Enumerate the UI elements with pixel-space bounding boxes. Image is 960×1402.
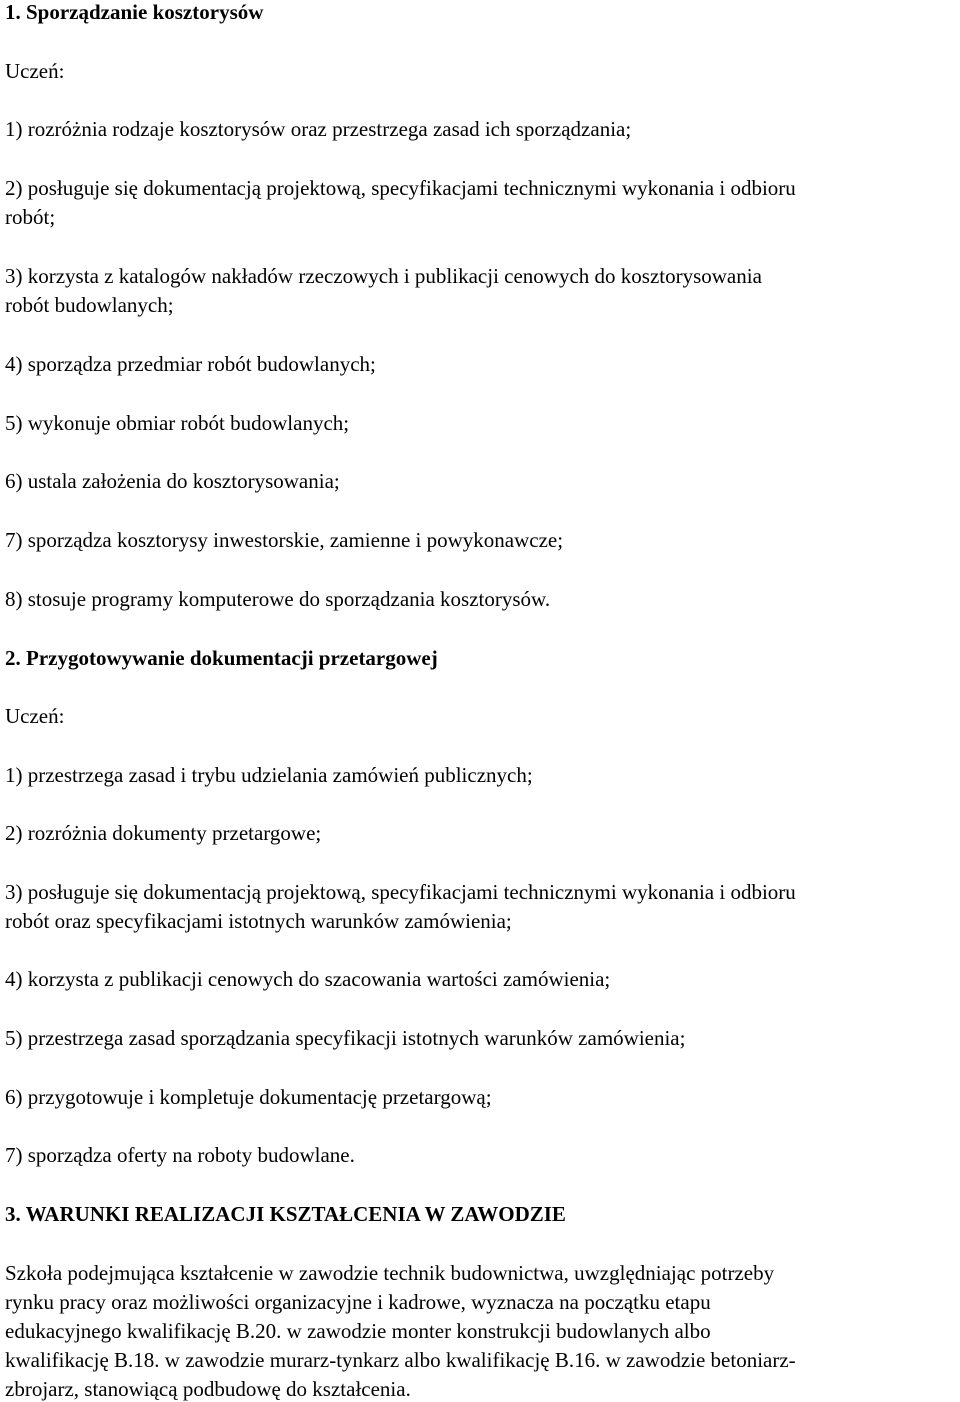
section-1-item-3: 3) korzysta z katalogów nakładów rzeczowych i publikacji cenowych do kosztorysowania: [5, 264, 762, 288]
section-3-paragraph-line-1: Szkoła podejmująca kształcenie w zawodzie technik budownictwa, uwzględniając potrzeby: [5, 1261, 775, 1285]
section-1-heading: 1. Sporządzanie kosztorysów: [5, 0, 264, 24]
section-3-paragraph-line-4: kwalifikację B.18. w zawodzie murarz-tynkarz albo kwalifikację B.16. w zawodzie betoniarz-: [5, 1348, 796, 1372]
section-1-item-4: 4) sporządza przedmiar robót budowlanych;: [5, 352, 376, 376]
section-1-intro: Uczeń:: [5, 59, 65, 83]
section-2-heading: 2. Przygotowywanie dokumentacji przetargowej: [5, 646, 438, 670]
section-3-paragraph-line-3: edukacyjnego kwalifikację B.20. w zawodzie monter konstrukcji budowlanych albo: [5, 1319, 711, 1343]
section-2-item-3-cont: robót oraz specyfikacjami istotnych warunków zamówienia;: [5, 909, 512, 933]
section-1-item-8: 8) stosuje programy komputerowe do sporządzania kosztorysów.: [5, 587, 551, 611]
section-3-heading: 3. WARUNKI REALIZACJI KSZTAŁCENIA W ZAWODZIE: [5, 1202, 566, 1226]
section-3-paragraph-line-5: zbrojarz, stanowiącą podbudowę do kształcenia.: [5, 1377, 411, 1401]
section-2-item-1: 1) przestrzega zasad i trybu udzielania zamówień publicznych;: [5, 763, 533, 787]
section-1-item-2: 2) posługuje się dokumentacją projektową, specyfikacjami technicznymi wykonania i odbioru: [5, 176, 796, 200]
section-2-item-6: 6) przygotowuje i kompletuje dokumentację przetargową;: [5, 1085, 492, 1109]
section-1-item-3-cont: robót budowlanych;: [5, 293, 174, 317]
section-2-item-5: 5) przestrzega zasad sporządzania specyfikacji istotnych warunków zamówienia;: [5, 1026, 686, 1050]
section-2-item-4: 4) korzysta z publikacji cenowych do szacowania wartości zamówienia;: [5, 967, 611, 991]
section-2-item-3: 3) posługuje się dokumentacją projektową, specyfikacjami technicznymi wykonania i odbioru: [5, 880, 796, 904]
section-1-item-2-cont: robót;: [5, 205, 56, 229]
section-3-paragraph-line-2: rynku pracy oraz możliwości organizacyjne i kadrowe, wyznacza na początku etapu: [5, 1290, 711, 1314]
section-2-item-7: 7) sporządza oferty na roboty budowlane.: [5, 1143, 355, 1167]
section-1-item-6: 6) ustala założenia do kosztorysowania;: [5, 469, 340, 493]
section-1-item-5: 5) wykonuje obmiar robót budowlanych;: [5, 411, 350, 435]
section-2-intro: Uczeń:: [5, 704, 65, 728]
section-1-item-7: 7) sporządza kosztorysy inwestorskie, zamienne i powykonawcze;: [5, 528, 564, 552]
section-1-item-1: 1) rozróżnia rodzaje kosztorysów oraz przestrzega zasad ich sporządzania;: [5, 117, 632, 141]
section-2-item-2: 2) rozróżnia dokumenty przetargowe;: [5, 821, 322, 845]
